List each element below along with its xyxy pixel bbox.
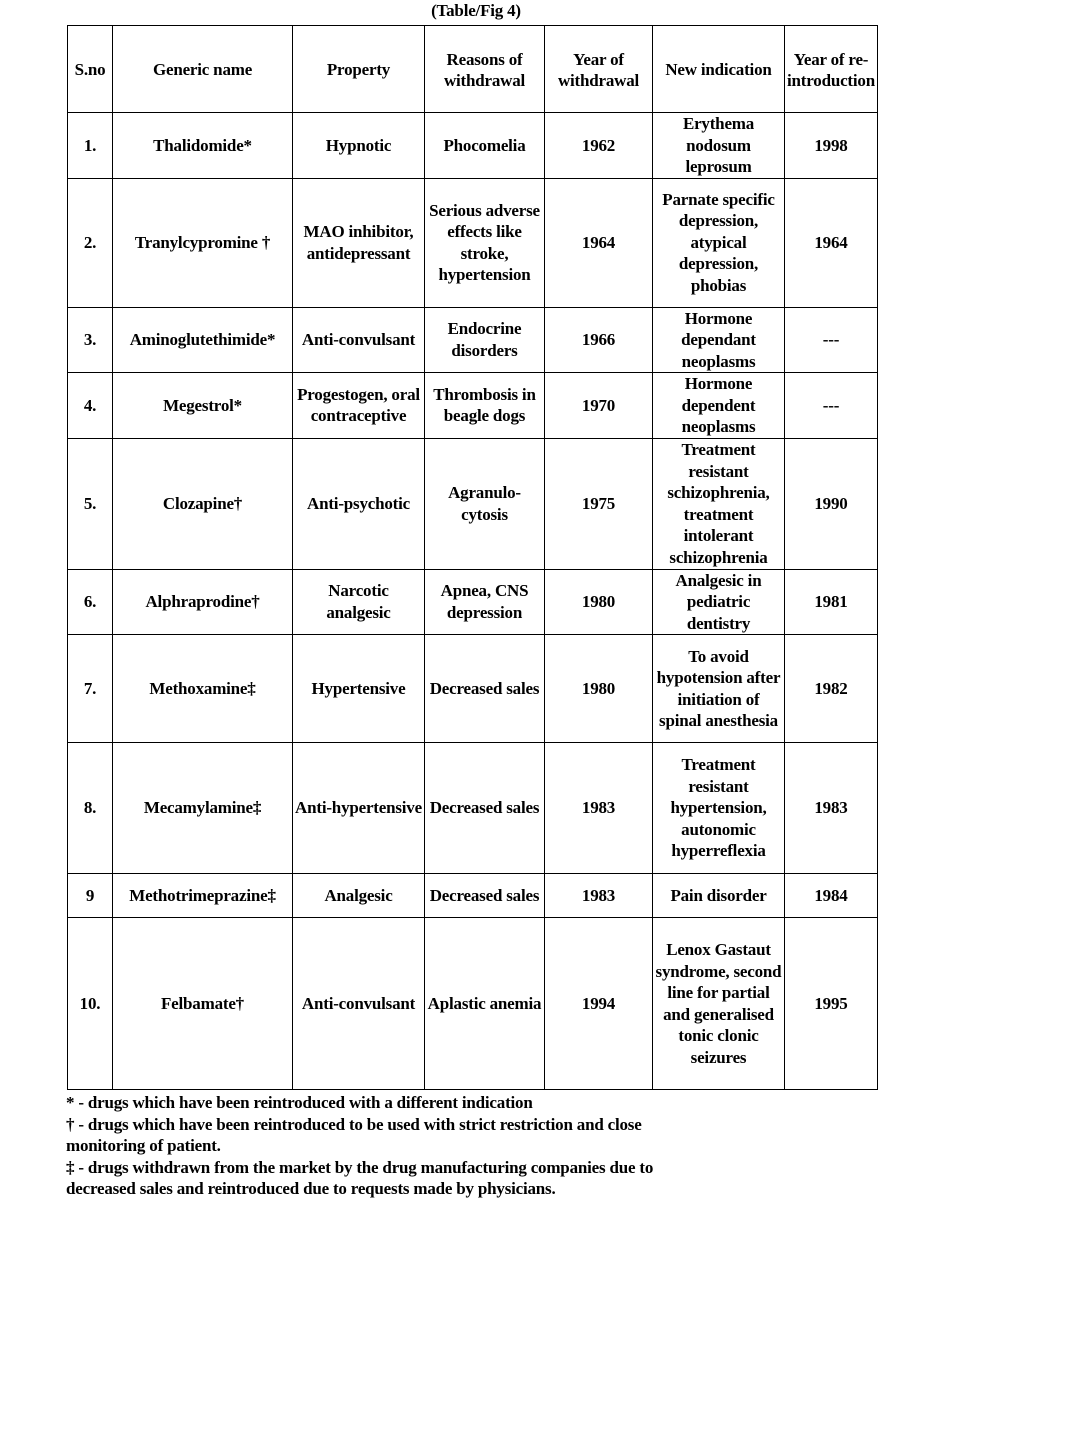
cell-year-reintroduction: 1984 xyxy=(785,874,878,918)
cell-generic-name: Felbamate† xyxy=(113,918,293,1090)
table-row xyxy=(68,307,878,373)
cell-sno: 4. xyxy=(68,373,113,439)
cell-new-indication: Hormone dependant neoplasms xyxy=(653,307,785,373)
cell-year-reintroduction: 1982 xyxy=(785,635,878,743)
table-row xyxy=(68,635,878,743)
header-new-indication: New indication xyxy=(653,26,785,113)
cell-property: Analgesic xyxy=(293,874,425,918)
cell-property: Narcotic analgesic xyxy=(293,569,425,635)
cell-reason: Aplastic anemia xyxy=(425,918,545,1090)
header-generic-name: Generic name xyxy=(113,26,293,113)
cell-new-indication: To avoid hypotension after initiation of spinal anesthesia xyxy=(653,635,785,743)
cell-new-indication: Hormone dependent neoplasms xyxy=(653,373,785,439)
cell-reason: Decreased sales xyxy=(425,635,545,743)
cell-property: Hypnotic xyxy=(293,113,425,179)
cell-reason: Decreased sales xyxy=(425,743,545,874)
table-row xyxy=(68,178,878,307)
cell-generic-name: Thalidomide* xyxy=(113,113,293,179)
cell-year-withdrawal: 1975 xyxy=(545,438,653,569)
header-year-withdrawal: Year of withdrawal xyxy=(545,26,653,113)
cell-property: Anti-hypertensive xyxy=(293,743,425,874)
cell-year-withdrawal: 1970 xyxy=(545,373,653,439)
cell-year-withdrawal: 1983 xyxy=(545,743,653,874)
header-sno: S.no xyxy=(68,26,113,113)
footnote-asterisk: * - drugs which have been reintroduced with a different indication xyxy=(66,1093,533,1112)
cell-sno: 7. xyxy=(68,635,113,743)
withdrawn-drugs-table xyxy=(67,25,878,1090)
cell-property: Anti-convulsant xyxy=(293,307,425,373)
cell-year-reintroduction: 1983 xyxy=(785,743,878,874)
cell-year-reintroduction: --- xyxy=(785,307,878,373)
cell-year-withdrawal: 1962 xyxy=(545,113,653,179)
cell-sno: 1. xyxy=(68,113,113,179)
cell-generic-name: Methotrimeprazine‡ xyxy=(113,874,293,918)
header-year-reintroduction: Year of re-introduction xyxy=(785,26,878,113)
cell-sno: 8. xyxy=(68,743,113,874)
cell-generic-name: Mecamylamine‡ xyxy=(113,743,293,874)
cell-property: Progestogen, oral contraceptive xyxy=(293,373,425,439)
cell-sno: 3. xyxy=(68,307,113,373)
cell-reason: Thrombosis in beagle dogs xyxy=(425,373,545,439)
table-caption: (Table/Fig 4) xyxy=(431,1,521,20)
cell-generic-name: Megestrol* xyxy=(113,373,293,439)
cell-generic-name: Tranylcypromine † xyxy=(113,178,293,307)
table-row xyxy=(68,373,878,439)
table-row xyxy=(68,569,878,635)
cell-generic-name: Alphraprodine† xyxy=(113,569,293,635)
cell-sno: 9 xyxy=(68,874,113,918)
footnote-double-dagger: ‡ - drugs withdrawn from the market by the drug manufacturing companies due to decreased sales and reintroduced due to requests made by physicians. xyxy=(66,1157,654,1198)
table-row xyxy=(68,918,878,1090)
cell-year-withdrawal: 1994 xyxy=(545,918,653,1090)
cell-year-reintroduction: 1998 xyxy=(785,113,878,179)
cell-year-withdrawal: 1980 xyxy=(545,635,653,743)
cell-sno: 2. xyxy=(68,178,113,307)
cell-new-indication: Analgesic in pediatric dentistry xyxy=(653,569,785,635)
cell-new-indication: Treatment resistant hypertension, autonomic hyperreflexia xyxy=(653,743,785,874)
cell-reason: Decreased sales xyxy=(425,874,545,918)
cell-property: Hypertensive xyxy=(293,635,425,743)
footnotes xyxy=(66,1092,706,1200)
table-row xyxy=(68,438,878,569)
cell-sno: 10. xyxy=(68,918,113,1090)
table-row xyxy=(68,874,878,918)
cell-reason: Apnea, CNS depression xyxy=(425,569,545,635)
cell-year-reintroduction: 1964 xyxy=(785,178,878,307)
header-row xyxy=(68,26,878,113)
cell-new-indication: Lenox Gastaut syndrome, second line for partial and generalised tonic clonic seizures xyxy=(653,918,785,1090)
header-property: Property xyxy=(293,26,425,113)
cell-new-indication: Treatment resistant schizophrenia, treatment intolerant schizophrenia xyxy=(653,438,785,569)
cell-year-reintroduction: --- xyxy=(785,373,878,439)
cell-reason: Phocomelia xyxy=(425,113,545,179)
cell-year-reintroduction: 1990 xyxy=(785,438,878,569)
cell-generic-name: Methoxamine‡ xyxy=(113,635,293,743)
cell-year-withdrawal: 1966 xyxy=(545,307,653,373)
table-row xyxy=(68,743,878,874)
cell-reason: Serious adverse effects like stroke, hypertension xyxy=(425,178,545,307)
cell-sno: 6. xyxy=(68,569,113,635)
cell-property: Anti-psychotic xyxy=(293,438,425,569)
cell-new-indication: Pain disorder xyxy=(653,874,785,918)
cell-property: Anti-convulsant xyxy=(293,918,425,1090)
cell-new-indication: Erythema nodosum leprosum xyxy=(653,113,785,179)
cell-year-withdrawal: 1983 xyxy=(545,874,653,918)
table-row xyxy=(68,113,878,179)
cell-generic-name: Aminoglutethimide* xyxy=(113,307,293,373)
cell-year-reintroduction: 1981 xyxy=(785,569,878,635)
cell-year-reintroduction: 1995 xyxy=(785,918,878,1090)
cell-new-indication: Parnate specific depression, atypical depression, phobias xyxy=(653,178,785,307)
cell-generic-name: Clozapine† xyxy=(113,438,293,569)
header-reasons: Reasons of withdrawal xyxy=(425,26,545,113)
cell-year-withdrawal: 1964 xyxy=(545,178,653,307)
cell-reason: Endocrine disorders xyxy=(425,307,545,373)
cell-sno: 5. xyxy=(68,438,113,569)
cell-property: MAO inhibitor, antidepressant xyxy=(293,178,425,307)
cell-reason: Agranulo-cytosis xyxy=(425,438,545,569)
cell-year-withdrawal: 1980 xyxy=(545,569,653,635)
footnote-dagger: † - drugs which have been reintroduced to be used with strict restriction and close monitoring of patient. xyxy=(66,1114,642,1155)
